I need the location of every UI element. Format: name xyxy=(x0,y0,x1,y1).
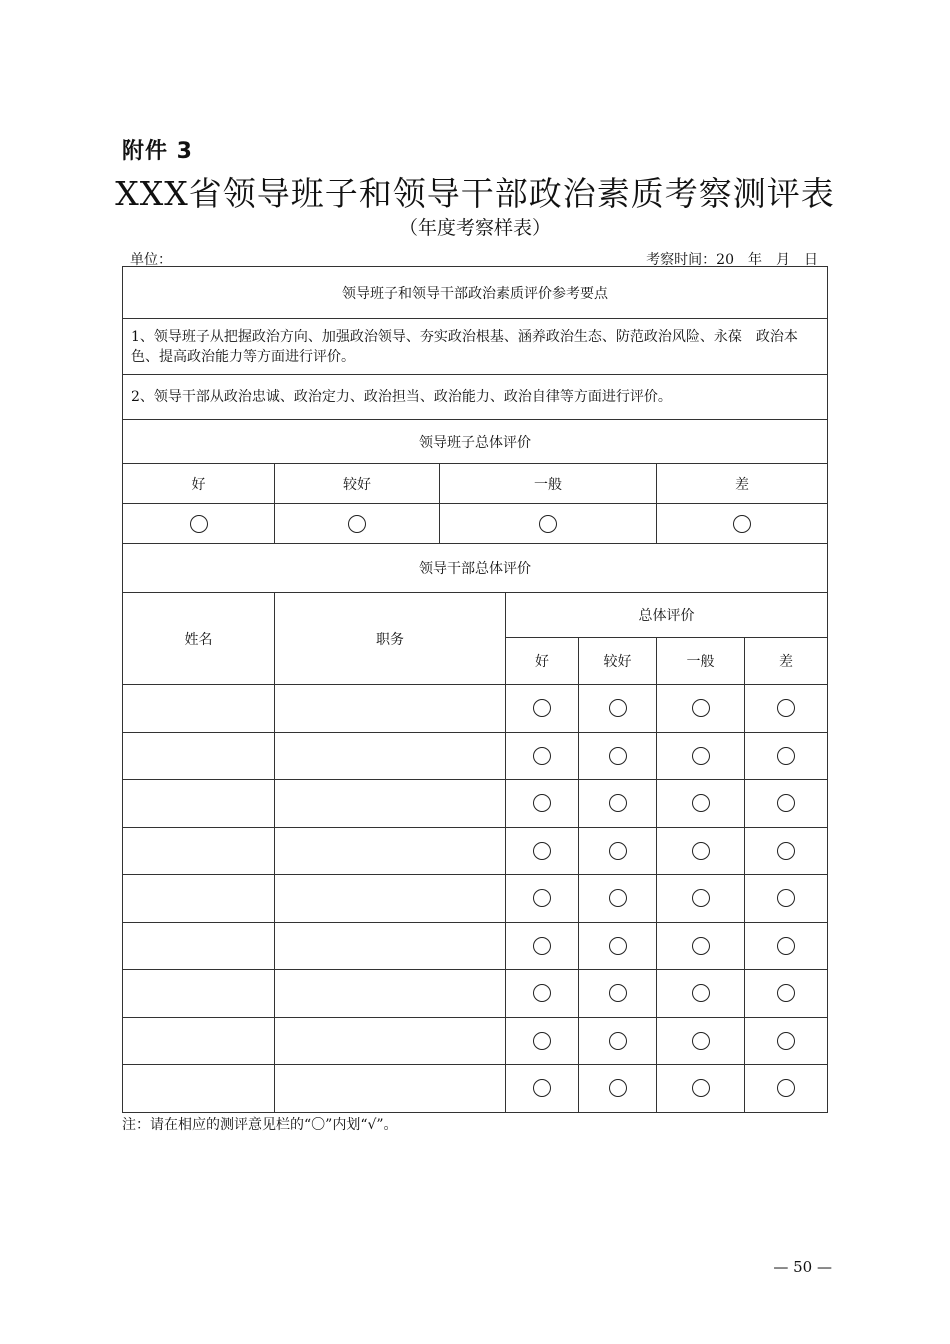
circle-icon xyxy=(777,747,795,765)
circle-icon xyxy=(777,1079,795,1097)
page-subtitle: （年度考察样表） xyxy=(398,217,551,239)
cadre-position-cell[interactable] xyxy=(275,875,506,923)
cadre-name-cell[interactable] xyxy=(123,922,275,970)
cadre-name-cell[interactable] xyxy=(123,875,275,923)
team-heading: 领导班子总体评价 xyxy=(123,420,828,464)
team-option-average: 一般 xyxy=(440,464,657,504)
circle-icon xyxy=(692,937,710,955)
circle-icon xyxy=(777,1032,795,1050)
circle-icon xyxy=(609,699,627,717)
circle-icon xyxy=(609,747,627,765)
reference-point-2: 2、领导干部从政治忠诚、政治定力、政治担当、政治能力、政治自律等方面进行评价。 xyxy=(123,375,828,420)
cadre-choice-average[interactable] xyxy=(657,1065,745,1113)
circle-icon xyxy=(190,515,208,533)
footnote: 注：请在相应的测评意见栏的“〇”内划“√”。 xyxy=(122,1117,398,1133)
cadre-choice-poor[interactable] xyxy=(745,875,828,923)
circle-icon xyxy=(733,515,751,533)
unit-label: 单位： xyxy=(130,252,172,268)
cadre-name-cell[interactable] xyxy=(123,1065,275,1113)
cadre-option-fairly-good: 较好 xyxy=(579,638,657,685)
cadre-choice-fairly-good[interactable] xyxy=(579,1065,657,1113)
cadre-choice-average[interactable] xyxy=(657,780,745,828)
circle-icon xyxy=(777,937,795,955)
circle-icon xyxy=(609,937,627,955)
cadre-name-cell[interactable] xyxy=(123,780,275,828)
cadre-choice-good[interactable] xyxy=(506,780,579,828)
circle-icon xyxy=(777,794,795,812)
circle-icon xyxy=(692,794,710,812)
circle-icon xyxy=(609,984,627,1002)
cadre-choice-good[interactable] xyxy=(506,685,579,733)
cadre-choice-poor[interactable] xyxy=(745,685,828,733)
cadre-choice-good[interactable] xyxy=(506,922,579,970)
cadre-choice-fairly-good[interactable] xyxy=(579,827,657,875)
team-option-poor: 差 xyxy=(657,464,828,504)
cadre-choice-fairly-good[interactable] xyxy=(579,780,657,828)
cadre-choice-good[interactable] xyxy=(506,970,579,1018)
cadre-choice-fairly-good[interactable] xyxy=(579,732,657,780)
circle-icon xyxy=(692,842,710,860)
cadre-name-cell[interactable] xyxy=(123,970,275,1018)
reference-heading: 领导班子和领导干部政治素质评价参考要点 xyxy=(123,267,828,319)
page-number: — 50 — xyxy=(773,1258,832,1276)
circle-icon xyxy=(533,699,551,717)
cadre-name-cell[interactable] xyxy=(123,1017,275,1065)
cadre-position-cell[interactable] xyxy=(275,685,506,733)
circle-icon xyxy=(533,984,551,1002)
circle-icon xyxy=(777,984,795,1002)
circle-icon xyxy=(539,515,557,533)
cadre-choice-good[interactable] xyxy=(506,1065,579,1113)
circle-icon xyxy=(348,515,366,533)
cadre-choice-good[interactable] xyxy=(506,1017,579,1065)
cadre-choice-poor[interactable] xyxy=(745,1017,828,1065)
cadre-choice-fairly-good[interactable] xyxy=(579,922,657,970)
position-header: 职务 xyxy=(275,593,506,685)
page-title: XXX省领导班子和领导干部政治素质考察测评表 xyxy=(115,174,835,213)
circle-icon xyxy=(692,1079,710,1097)
cadre-name-cell[interactable] xyxy=(123,685,275,733)
team-option-fairly-good: 较好 xyxy=(275,464,440,504)
cadre-choice-average[interactable] xyxy=(657,732,745,780)
circle-icon xyxy=(777,842,795,860)
reference-point-1: 1、领导班子从把握政治方向、加强政治领导、夯实政治根基、涵养政治生态、防范政治风险、永葆 政治本色、提高政治能力等方面进行评价。 xyxy=(123,319,828,375)
circle-icon xyxy=(609,1079,627,1097)
circle-icon xyxy=(609,889,627,907)
cadre-option-average: 一般 xyxy=(657,638,745,685)
cadre-choice-average[interactable] xyxy=(657,875,745,923)
cadre-option-good: 好 xyxy=(506,638,579,685)
team-choice-good[interactable] xyxy=(123,504,275,544)
cadre-name-cell[interactable] xyxy=(123,827,275,875)
cadre-name-cell[interactable] xyxy=(123,732,275,780)
team-choice-poor[interactable] xyxy=(657,504,828,544)
circle-icon xyxy=(533,747,551,765)
name-header: 姓名 xyxy=(123,593,275,685)
cadre-choice-poor[interactable] xyxy=(745,780,828,828)
circle-icon xyxy=(692,747,710,765)
cadre-choice-fairly-good[interactable] xyxy=(579,970,657,1018)
cadre-choice-poor[interactable] xyxy=(745,970,828,1018)
cadre-choice-poor[interactable] xyxy=(745,1065,828,1113)
team-option-good: 好 xyxy=(123,464,275,504)
cadre-position-cell[interactable] xyxy=(275,970,506,1018)
attachment-label: 附件 3 xyxy=(122,139,193,164)
circle-icon xyxy=(533,1079,551,1097)
cadre-position-cell[interactable] xyxy=(275,780,506,828)
circle-icon xyxy=(533,889,551,907)
cadre-position-cell[interactable] xyxy=(275,922,506,970)
circle-icon xyxy=(692,984,710,1002)
cadre-choice-poor[interactable] xyxy=(745,827,828,875)
overall-header: 总体评价 xyxy=(506,593,828,638)
circle-icon xyxy=(533,937,551,955)
cadre-choice-average[interactable] xyxy=(657,922,745,970)
circle-icon xyxy=(533,842,551,860)
circle-icon xyxy=(609,842,627,860)
cadre-position-cell[interactable] xyxy=(275,1065,506,1113)
cadre-choice-good[interactable] xyxy=(506,827,579,875)
cadre-position-cell[interactable] xyxy=(275,1017,506,1065)
circle-icon xyxy=(692,1032,710,1050)
team-choice-average[interactable] xyxy=(440,504,657,544)
circle-icon xyxy=(533,1032,551,1050)
cadre-choice-average[interactable] xyxy=(657,1017,745,1065)
circle-icon xyxy=(609,794,627,812)
cadre-choice-fairly-good[interactable] xyxy=(579,685,657,733)
evaluation-table xyxy=(122,266,828,1113)
circle-icon xyxy=(777,889,795,907)
circle-icon xyxy=(692,699,710,717)
cadre-choice-poor[interactable] xyxy=(745,732,828,780)
cadre-choice-fairly-good[interactable] xyxy=(579,875,657,923)
cadre-choice-average[interactable] xyxy=(657,685,745,733)
cadre-choice-poor[interactable] xyxy=(745,922,828,970)
cadre-choice-good[interactable] xyxy=(506,875,579,923)
cadre-choice-average[interactable] xyxy=(657,970,745,1018)
team-choice-fairly-good[interactable] xyxy=(275,504,440,544)
cadre-choice-average[interactable] xyxy=(657,827,745,875)
cadre-choice-fairly-good[interactable] xyxy=(579,1017,657,1065)
cadre-choice-good[interactable] xyxy=(506,732,579,780)
cadre-position-cell[interactable] xyxy=(275,827,506,875)
circle-icon xyxy=(609,1032,627,1050)
circle-icon xyxy=(533,794,551,812)
circle-icon xyxy=(692,889,710,907)
circle-icon xyxy=(777,699,795,717)
cadre-option-poor: 差 xyxy=(745,638,828,685)
time-label: 考察时间：20 年 月 日 xyxy=(646,252,818,268)
cadre-position-cell[interactable] xyxy=(275,732,506,780)
cadre-heading: 领导干部总体评价 xyxy=(123,544,828,593)
